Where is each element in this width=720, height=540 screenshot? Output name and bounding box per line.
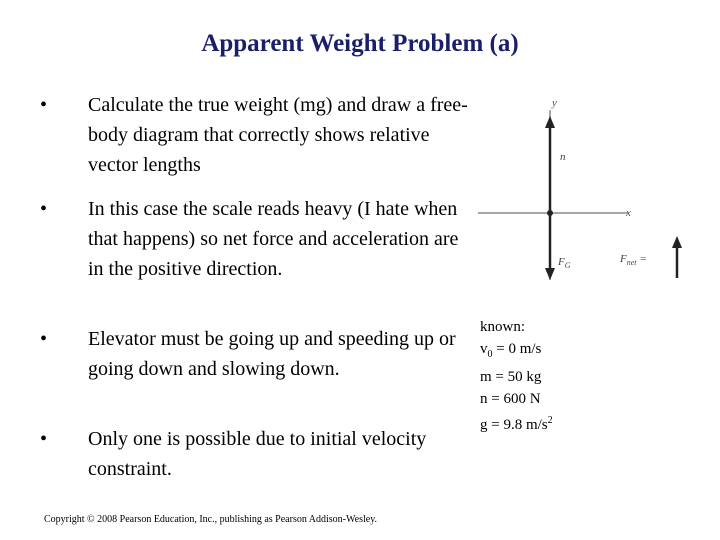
bullet-text: Elevator must be going up and speeding up or going down and slowing down.	[88, 328, 456, 380]
known-v0: $v_0 = 0$ m/s	[480, 341, 542, 360]
normal-force-arrowhead	[545, 116, 555, 128]
copyright-notice: Copyright © 2008 Pearson Education, Inc., publishing as Pearson Addison-Wesley.	[44, 514, 378, 525]
object-point	[547, 210, 553, 216]
slide-title: Apparent Weight Problem (a)	[201, 30, 519, 57]
normal-force-label: n	[560, 151, 566, 163]
net-force-arrowhead	[672, 236, 682, 248]
bullet-item	[38, 90, 468, 180]
bullet-marker: •	[40, 328, 48, 350]
known-normal-force: n = 600 N	[480, 391, 541, 407]
y-axis-label: y	[552, 97, 557, 109]
free-body-diagram	[470, 90, 700, 290]
bullet-item	[38, 324, 468, 384]
known-values	[480, 316, 553, 436]
gravity-force-label: $F_G$	[558, 256, 571, 270]
x-axis-label: x	[626, 207, 631, 219]
bullet-text: In this case the scale reads heavy (I hate when that happens) so net force and acceleration are in the positive direction.	[88, 198, 459, 280]
bullet-text: Only one is possible due to initial velocity constraint.	[88, 428, 427, 480]
known-heading: known:	[480, 319, 525, 335]
bullet-marker: •	[40, 94, 48, 116]
gravity-force-arrowhead	[545, 268, 555, 280]
bullet-marker: •	[40, 198, 48, 220]
net-force-label: $F_{net}$ =	[620, 253, 647, 267]
bullet-text: Calculate the true weight (mg) and draw a free-body diagram that correctly shows relative vector lengths	[88, 94, 468, 176]
bullet-item	[38, 424, 468, 484]
bullet-marker: •	[40, 428, 48, 450]
known-gravity: g = 9.8 $m/s^2$	[480, 415, 553, 433]
known-mass: m = 50 kg	[480, 369, 542, 385]
bullet-item	[38, 194, 468, 284]
